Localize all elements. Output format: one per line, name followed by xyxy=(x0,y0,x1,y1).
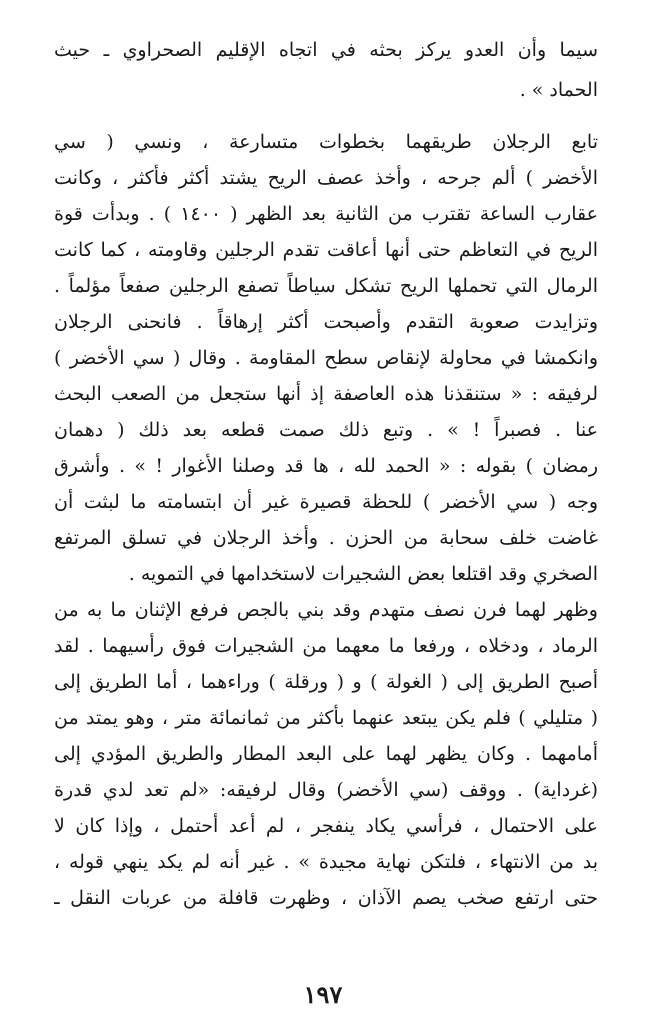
text-line: رمضان ) بقوله : « الحمد لله ، ها قد وصلنا الأغوار ! » . وأشرق xyxy=(54,455,598,477)
text-line: الريح في التعاظم حتى أنها أعاقت تقدم الرجلين وقاومته ، كما كانت xyxy=(54,239,598,261)
text-line: بد من الانتهاء ، فلتكن نهاية مجيدة » . غير أنه لم يكد ينهي قوله ، xyxy=(54,851,598,873)
text-line: ( متليلي ) فلم يكن يبتعد عنهما بأكثر من ثمانمائة متر ، وهو يمتد من xyxy=(54,707,598,729)
text-line: الحماد » . xyxy=(519,79,598,101)
text-line: وانكمشا في محاولة لإنقاص سطح المقاومة . وقال ( سي الأخضر ) xyxy=(54,347,598,369)
book-page xyxy=(54,30,598,990)
page-number: ١٩٧ xyxy=(303,980,343,1009)
text-line: الرماد ، ودخلاه ، ورفعا ما معهما من الشجيرات فوق رأسيهما . لقد xyxy=(54,635,598,657)
text-line: أمامهما . وكان يظهر لهما على البعد المطار والطريق المؤدي إلى xyxy=(54,743,598,765)
text-line: وتزايدت صعوبة التقدم وأصبحت أكثر إرهاقاً . فانحنى الرجلان xyxy=(54,311,598,333)
text-line: تابع الرجلان طريقهما بخطوات متسارعة ، ونسي ( سي xyxy=(54,131,598,153)
text-line: عنا . فصبراً ! » . وتبع ذلك صمت قطعه بعد ذلك ( دهمان xyxy=(54,419,598,441)
text-line: الصخري وقد اقتلعا بعض الشجيرات لاستخدامها في التمويه . xyxy=(128,563,598,585)
text-line: أصبح الطريق إلى ( الغولة ) و ( ورقلة ) وراءهما ، أما الطريق إلى xyxy=(54,671,598,693)
text-line: عقارب الساعة تقترب من الثانية بعد الظهر ( ١٤٠٠ ) . وبدأت قوة xyxy=(54,203,598,225)
text-line: سيما وأن العدو يركز بحثه في اتجاه الإقليم الصحراوي ـ حيث xyxy=(54,39,598,61)
text-line: وجه ( سي الأخضر ) للحظة قصيرة غير أن ابتسامته ما لبثت أن xyxy=(54,491,598,513)
text-line: (غرداية) . ووقف (سي الأخضر) وقال لرفيقه: «لم تعد لدي قدرة xyxy=(54,779,598,801)
text-line: الأخضر ) ألم جرحه ، وأخذ عصف الريح يشتد أكثر فأكثر ، وكانت xyxy=(54,167,598,189)
text-line: الرمال التي تحملها الريح تشكل سياطاً تصفع الرجلين صفعاً مؤلماً . xyxy=(54,275,598,297)
text-line: غاضت خلف سحابة من الحزن . وأخذ الرجلان في تسلق المرتفع xyxy=(54,527,598,549)
text-line: لرفيقه : « ستنقذنا هذه العاصفة إذ أنها ستجعل من الصعب البحث xyxy=(54,383,598,405)
text-line: على الاحتمال ، فرأسي يكاد ينفجر ، لم أعد أحتمل ، وإذا كان لا xyxy=(54,815,598,837)
text-line: حتى ارتفع صخب يصم الآذان ، وظهرت قافلة من عربات النقل ـ xyxy=(54,887,598,909)
text-line: وظهر لهما فرن نصف متهدم وقد بني بالجص فرفع الإثنان ما به من xyxy=(54,599,598,621)
